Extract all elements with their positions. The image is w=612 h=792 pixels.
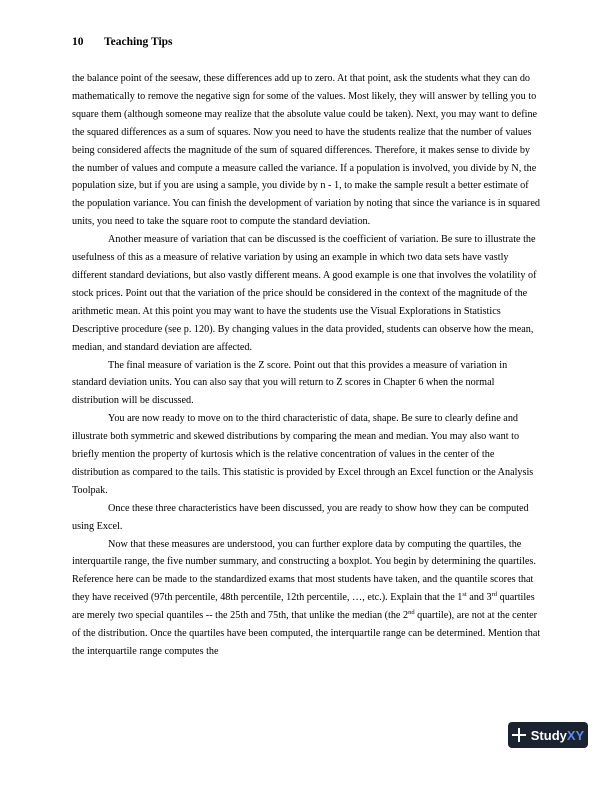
superscript-st: st (462, 591, 467, 599)
paragraph-6-part-1: Now that these measures are understood, you can further explore data by computing the quartiles, the interquartile range, the five number summary, and constructing a boxplot. You begin by determining the quartiles. Reference here can be made to the standardized exams that most students have taken, and the quantile scores that they have received (97th percentile, 48th percentile, 12th percentile, …, etc.). Explain that the 1 (72, 538, 536, 604)
logo-brand-main: Study (530, 727, 567, 743)
paragraph-2: Another measure of variation that can be discussed is the coefficient of variation. Be sure to illustrate the usefulness of this as a measure of relative variation by using an example in which two data sets have vastly different standard deviations, but also vastly different means. A good example is one that involves the volatility of stock prices. Point out that the variation of the price should be considered in the context of the magnitude of the arithmetic mean. At this point you may want to have the students use the Visual Explorations in Statistics Descriptive procedure (see p. 120). By changing values in the data provided, students can observe how the mean, median, and standard deviation are affected. (72, 234, 537, 353)
superscript-nd: nd (408, 609, 415, 617)
page-number: 10 (72, 36, 84, 48)
paragraph-5: Once these three characteristics have been discussed, you are ready to show how they can be computed using Excel. (72, 502, 529, 532)
paragraph-3: The final measure of variation is the Z score. Point out that this provides a measure of variation in standard deviation units. You can also say that you will return to Z scores in Chapter 6 when the normal distribution will be discussed. (72, 359, 508, 407)
page-header (72, 36, 173, 48)
paragraph-6-part-3: quartiles are merely two special quantiles -- the 25th and 75th, that unlike the median (the 2 (72, 592, 535, 622)
paragraph-4: You are now ready to move on to the third characteristic of data, shape. Be sure to clearly define and illustrate both symmetric and skewed distributions by comparing the mean and median. You may also want to briefly mention the property of kurtosis which is the relative concentration of values in the center of the distribution as compared to the tails. This statistic is provided by Excel through an Excel function or the Analysis Toolpak. (72, 413, 534, 496)
paragraph-6 (72, 536, 542, 661)
body-text (72, 70, 542, 661)
running-title: Teaching Tips (104, 36, 173, 48)
logo-brand-accent: XY (566, 727, 585, 743)
paragraph-6-part-2: and 3 (466, 592, 492, 604)
plus-icon (512, 728, 526, 742)
superscript-rd: rd (491, 591, 498, 599)
paragraph-6-part-4: quartile), are not at the center of the distribution. Once the quartiles have been computed, the interquartile range can be determined. Mention that the interquartile range computes the (72, 610, 541, 657)
studyxy-logo[interactable] (508, 722, 588, 748)
paragraph-1: the balance point of the seesaw, these differences add up to zero. At that point, ask the students what they can do mathematically to remove the negative sign for some of the values. Most likely, they will answer by telling you to square them (although someone may realize that the absolute value could be taken). Next, you may want to define the squared differences as a sum of squares. Now you need to have the students realize that the number of values being considered affects the magnitude of the sum of squared differences. Therefore, it makes sense to divide by the number of values and compute a measure called the variance. If a population is involved, you divide by N, the population size, but if you are using a sample, you divide by n - 1, to make the sample result a better estimate of the population variance. You can finish the development of variation by noting that since the variance is in squared units, you need to take the square root to compute the standard deviation. (72, 73, 540, 228)
